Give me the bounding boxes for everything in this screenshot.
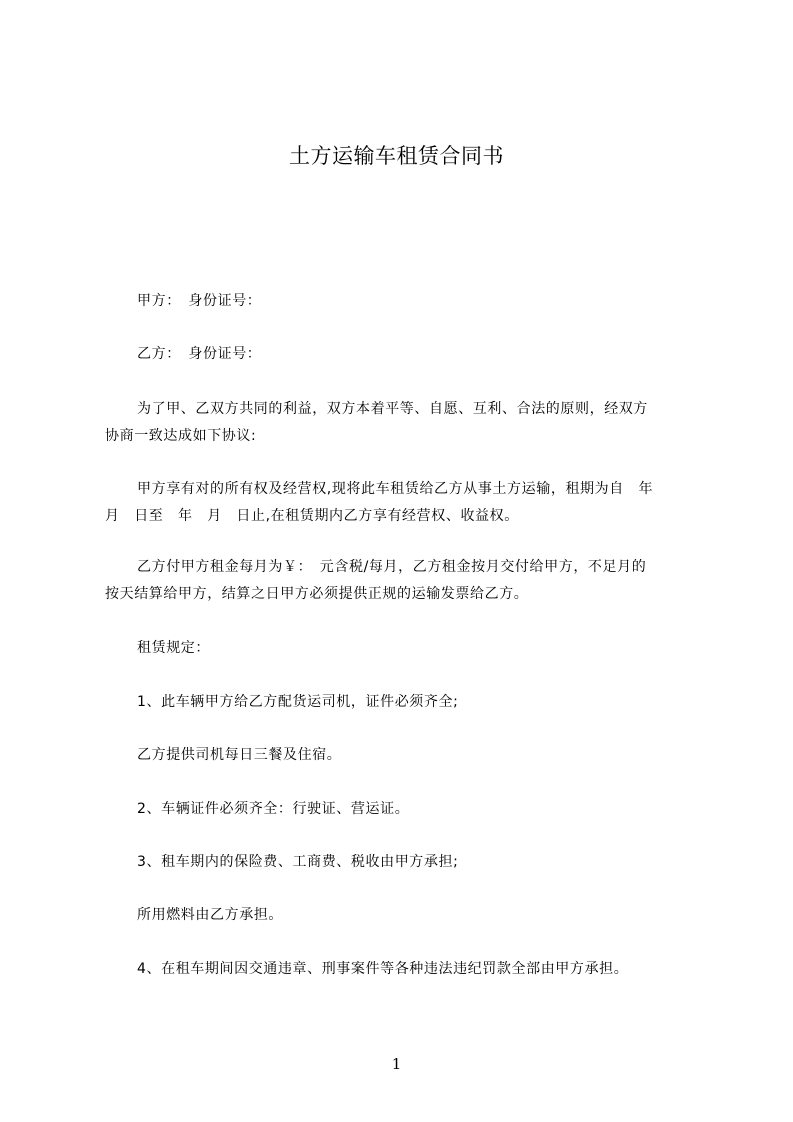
ownership-clause-line-2: 月 日至 年 月 日止,在租赁期内乙方享有经营权、收益权。 [105, 508, 519, 524]
rule-4: 4、在租车期间因交通违章、刑事案件等各种违法违纪罚款全部由甲方承担。 [137, 961, 629, 977]
document-title: 土方运输车租赁合同书 [289, 144, 504, 168]
ownership-clause-line-1: 甲方享有对的所有权及经营权,现将此车租赁给乙方从事土方运输，租期为自 年 [137, 481, 654, 497]
party-a-line: 甲方： 身份证号： [137, 293, 262, 309]
party-b-line: 乙方： 身份证号： [137, 346, 262, 362]
preamble-line-1: 为了甲、乙双方共同的利益，双方本着平等、自愿、互利、合法的原则，经双方 [137, 401, 648, 417]
rules-heading: 租赁规定： [137, 640, 210, 656]
rule-2: 2、车辆证件必须齐全：行驶证、营运证。 [137, 801, 410, 817]
rule-1: 1、此车辆甲方给乙方配货运司机，证件必须齐全; [137, 694, 459, 710]
preamble-line-2: 协商一致达成如下协议: [105, 428, 257, 444]
rent-clause-line-2: 按天结算给甲方，结算之日甲方必须提供正规的运输发票给乙方。 [105, 586, 529, 602]
rule-1-extra: 乙方提供司机每日三餐及住宿。 [137, 747, 342, 763]
rule-3-extra: 所用燃料由乙方承担。 [137, 907, 283, 923]
rent-clause-line-1: 乙方付甲方租金每月为￥： 元含税/每月，乙方租金按月交付给甲方，不足月的 [137, 559, 647, 575]
page-number: 1 [391, 1055, 402, 1073]
rule-3: 3、租车期内的保险费、工商费、税收由甲方承担; [137, 854, 459, 870]
